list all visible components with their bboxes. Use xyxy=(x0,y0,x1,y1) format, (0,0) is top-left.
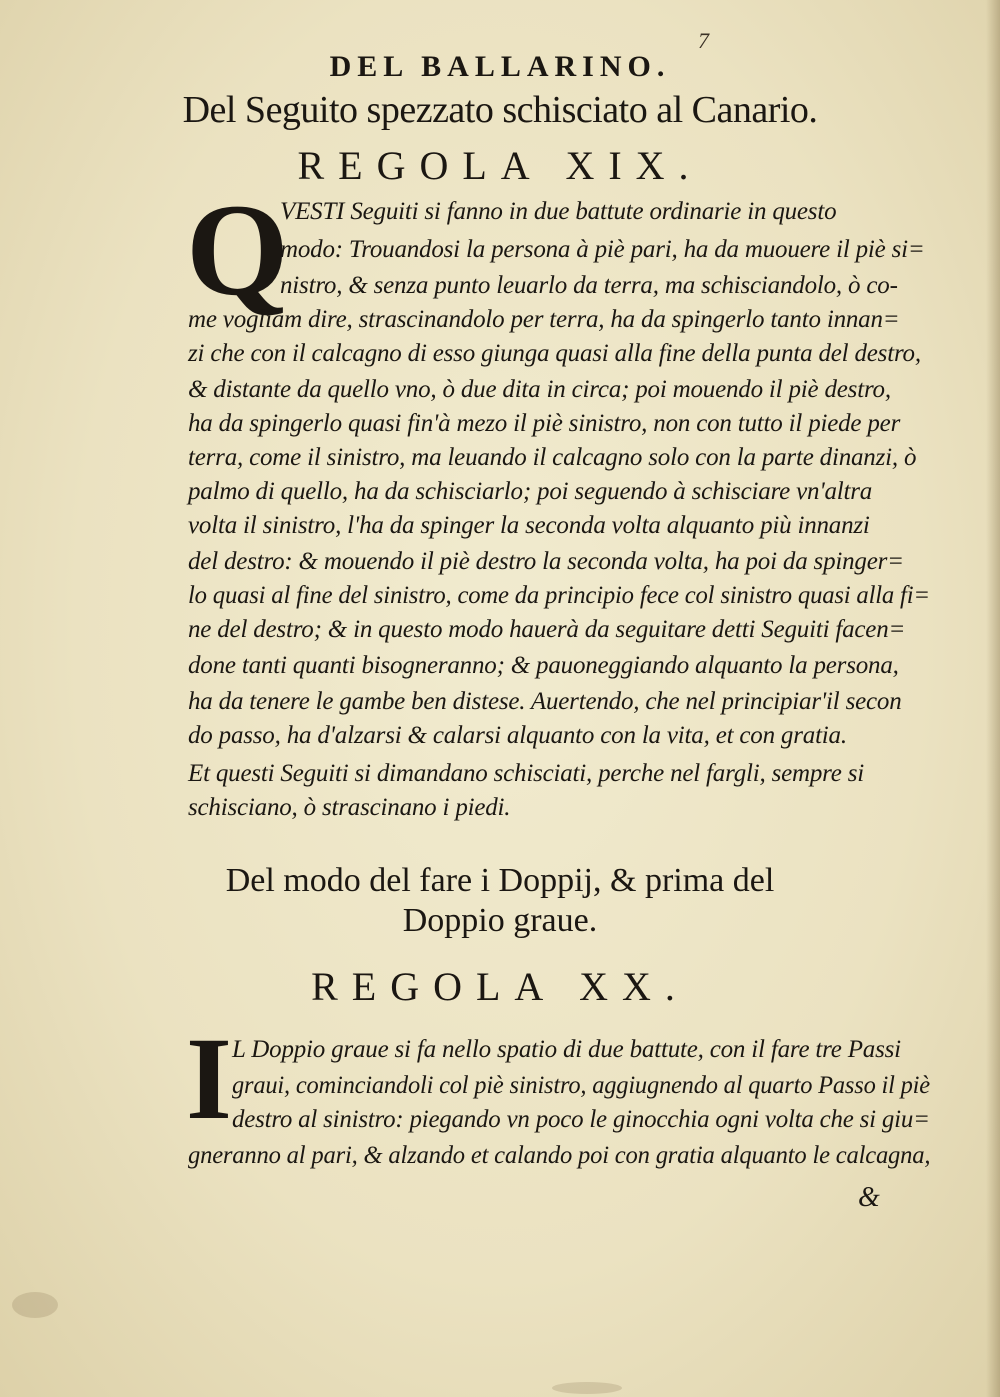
text-line: del destro: & mouendo il piè destro la seconda volta, ha poi da spinger= xyxy=(188,548,904,575)
text-line: schisciano, ò strascinano i piedi. xyxy=(188,794,511,821)
drop-cap-i: I xyxy=(186,1013,232,1144)
rule-heading-xix: REGOLA XIX. xyxy=(297,143,703,188)
text-line: nistro, & senza punto leuarlo da terra, ma schisciandolo, ò co- xyxy=(280,272,898,299)
catchword: & xyxy=(858,1182,880,1213)
text-line: modo: Trouandosi la persona à piè pari, ha da muouere il piè si= xyxy=(280,236,925,263)
text-line: graui, cominciandoli col piè sinistro, aggiugnendo al quarto Passo il piè xyxy=(232,1072,930,1099)
folio-number: 7 xyxy=(698,28,709,53)
paper-stain xyxy=(552,1382,622,1394)
text-line: zi che con il calcagno di esso giunga quasi alla fine della punta del destro, xyxy=(188,340,921,367)
chapter-title: Del Seguito spezzato schisciato al Canario. xyxy=(182,89,818,131)
section-title: Doppio graue. xyxy=(402,902,598,939)
text-line: done tanti quanti bisogneranno; & pauoneggiando alquanto la persona, xyxy=(188,652,899,679)
text-line: ne del destro; & in questo modo hauerà da seguitare detti Seguiti facen= xyxy=(188,616,906,643)
section-title: Del modo del fare i Doppij, & prima del xyxy=(225,862,775,899)
text-line: lo quasi al fine del sinistro, come da principio fece col sinistro quasi alla fi= xyxy=(188,582,930,609)
drop-cap-q: Q xyxy=(186,176,289,323)
paper-stain xyxy=(12,1292,58,1318)
text-line: destro al sinistro: piegando vn poco le ginocchia ogni volta che si giu= xyxy=(232,1106,930,1133)
text-line: do passo, ha d'alzarsi & calarsi alquanto con la vita, et con gratia. xyxy=(188,722,847,749)
text-line: me vogliam dire, strascinandolo per terra, ha da spingerlo tanto innan= xyxy=(188,306,900,333)
page-edge-shadow xyxy=(986,0,1000,1397)
text-line: volta il sinistro, l'ha da spinger la seconda volta alquanto più innanzi xyxy=(188,512,870,539)
text-line: gneranno al pari, & alzando et calando poi con gratia alquanto le calcagna, xyxy=(188,1142,931,1169)
text-line: ha da tenere le gambe ben distese. Auertendo, che nel principiar'il secon xyxy=(188,688,902,715)
text-line: palmo di quello, ha da schisciarlo; poi seguendo à schisciare vn'altra xyxy=(188,478,873,505)
text-line: terra, come il sinistro, ma leuando il calcagno solo con la parte dinanzi, ò xyxy=(188,444,917,471)
rule-heading-xx: REGOLA XX. xyxy=(311,964,689,1009)
text-line: ha da spingerlo quasi fin'à mezo il piè sinistro, non con tutto il piede per xyxy=(188,410,901,437)
text-line: VESTI Seguiti si fanno in due battute ordinarie in questo xyxy=(280,198,837,225)
text-line: Et questi Seguiti si dimandano schisciati, perche nel fargli, sempre si xyxy=(188,760,864,787)
running-head: DEL BALLARINO. xyxy=(329,50,671,83)
text-line: L Doppio graue si fa nello spatio di due battute, con il fare tre Passi xyxy=(232,1036,901,1063)
text-line: & distante da quello vno, ò due dita in circa; poi mouendo il piè destro, xyxy=(188,376,891,403)
